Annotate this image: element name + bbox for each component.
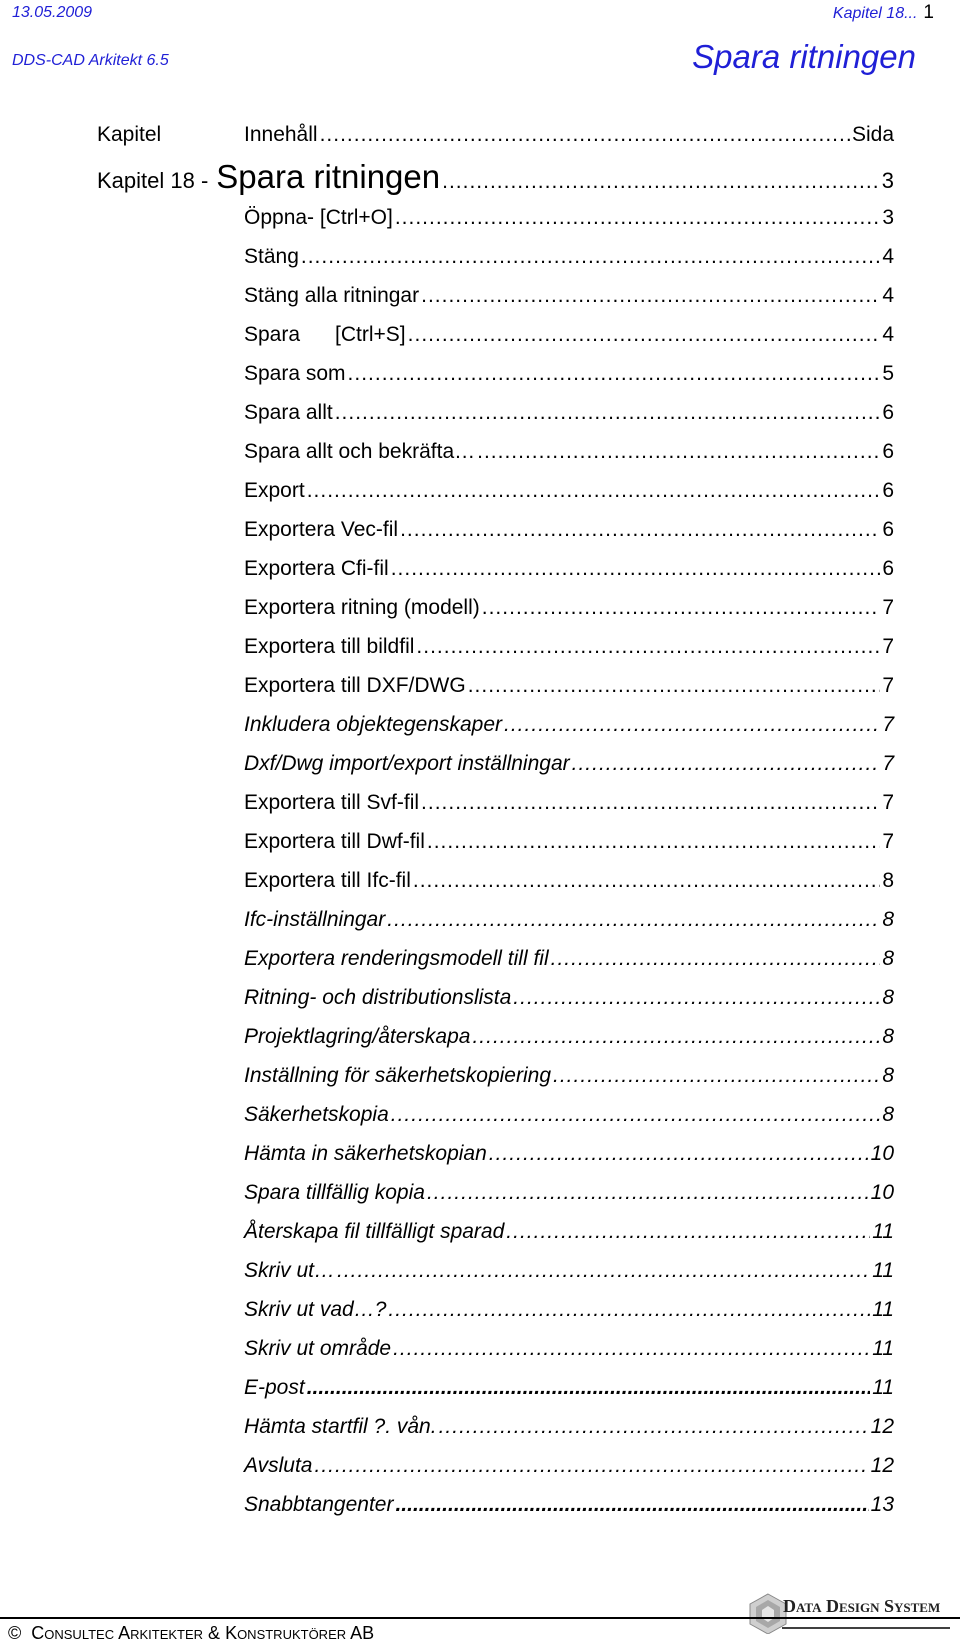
toc-chapter-row[interactable] [97,158,894,196]
toc-leader-dots [468,674,881,698]
toc-item-page: 10 [870,1142,894,1165]
header-chapter-ref [833,2,934,24]
toc-item-label: Öppna- [Ctrl+O] [244,206,393,229]
toc-item-page: 12 [870,1415,894,1438]
page-title: Spara ritningen [692,38,916,75]
toc-leader-dots [391,1103,881,1127]
toc-column-chapter: Kapitel [97,123,162,146]
toc-column-header [244,123,894,147]
header-date: 13.05.2009 [12,4,93,21]
toc-item[interactable] [244,245,894,284]
toc-item-label: Ritning- och distributionslista [244,986,512,1009]
toc-leader-dots [427,830,880,854]
toc-item-label: Ifc-inställningar [244,908,386,931]
toc-item-label: Skriv ut… [244,1259,336,1282]
toc-leader-dots [388,1298,870,1322]
toc-leader-dots [504,713,880,737]
toc-item-page: 4 [882,323,894,346]
toc-column-page: Sida [851,123,894,146]
toc-item-page: 6 [882,479,894,502]
toc-item[interactable] [244,1454,894,1493]
toc-item[interactable] [244,557,894,596]
toc-item[interactable] [244,1103,894,1142]
toc-leader-dots [513,986,880,1010]
toc-chapter-page: 3 [881,168,894,193]
toc-item-label: Spara allt [244,401,333,424]
toc-item-label: Exportera till DXF/DWG [244,674,466,697]
toc-item-label: Exportera till Ifc-fil [244,869,411,892]
toc-item-page: 8 [882,1025,894,1048]
header-page-number: 1 [923,2,934,23]
toc-column-contents: Innehåll [244,123,318,146]
toc-leader-dots [301,245,880,269]
toc-item[interactable] [244,1298,894,1337]
toc-leader-dots [307,479,881,503]
toc-item-page: 7 [882,752,894,775]
toc-leader-dots [395,1493,868,1517]
toc-item[interactable] [244,635,894,674]
toc-item-label: Snabbtangenter [244,1493,394,1516]
toc-item[interactable] [244,362,894,401]
toc-item-label: Exportera ritning (modell) [244,596,480,619]
toc-leader-dots [572,752,881,776]
toc-leader-dots [391,557,881,581]
toc-leader-dots [427,1181,869,1205]
toc-item[interactable] [244,1181,894,1220]
toc-item-page: 8 [882,908,894,931]
toc-item-page: 11 [872,1220,894,1243]
toc-item-page: 6 [882,401,894,424]
toc-item-label: Dxf/Dwg import/export inställningar [244,752,570,775]
toc-leader-dots [320,123,850,147]
logo-mark [750,1594,786,1634]
toc-item-page: 6 [882,557,894,580]
toc-leader-dots [348,362,881,386]
toc-item-label: Hämta in säkerhetskopian [244,1142,487,1165]
toc-chapter-title: Spara ritningen [216,158,441,195]
toc-item[interactable] [244,1259,894,1298]
toc-item-page: 8 [882,947,894,970]
toc-leader-dots [439,1415,869,1439]
toc-leader-dots [477,440,880,464]
toc-leader-dots [506,1220,870,1244]
toc-item[interactable] [244,440,894,479]
toc-item[interactable] [244,1337,894,1376]
toc-item[interactable] [244,323,894,362]
copyright-symbol: © [8,1623,22,1643]
toc-item-page: 4 [882,284,894,307]
toc-leader-dots [551,947,881,971]
toc-item[interactable] [244,479,894,518]
toc-leader-dots [335,401,881,425]
toc-item-label: Exportera Vec-fil [244,518,399,541]
toc-item[interactable] [244,908,894,947]
toc-leader-dots [442,170,880,194]
toc-item-label: Exportera till Svf-fil [244,791,420,814]
toc-item[interactable] [244,518,894,557]
toc-leader-dots [472,1025,880,1049]
toc-item-label: Exportera till Dwf-fil [244,830,425,853]
toc-item[interactable] [244,1415,894,1454]
toc-item-page: 4 [882,245,894,268]
toc-item-page: 6 [882,518,894,541]
toc-item[interactable] [244,1376,894,1415]
toc-item[interactable] [244,284,894,323]
toc-item-page: 12 [870,1454,894,1477]
toc-leader-dots [553,1064,880,1088]
toc-item[interactable] [244,596,894,635]
toc-item-label: Skriv ut vad…? [244,1298,387,1321]
toc-item-label: Stäng alla ritningar [244,284,420,307]
toc-chapter-prefix: Kapitel 18 - [97,168,209,193]
toc-leader-dots [421,791,880,815]
toc-item-label: Spara som [244,362,346,385]
toc-leader-dots [387,908,880,932]
toc-item-page: 6 [882,440,894,463]
toc-item-label: Säkerhetskopia [244,1103,389,1126]
toc-item-page: 7 [882,635,894,658]
toc-leader-dots [395,206,881,230]
toc-leader-dots [307,1376,870,1400]
toc-item-label: Återskapa fil tillfälligt sparad [244,1220,505,1243]
toc-item[interactable] [244,401,894,440]
toc-item-page: 3 [882,206,894,229]
toc-item[interactable] [244,986,894,1025]
toc-item-page: 7 [882,830,894,853]
toc-item-page: 8 [882,1064,894,1087]
toc-item-label: Exportera renderingsmodell till fil [244,947,549,970]
toc-item[interactable] [244,1142,894,1181]
toc-item-page: 11 [872,1337,894,1360]
toc-leader-dots [482,596,881,620]
toc-item-page: 13 [870,1493,894,1516]
toc-item-page: 11 [872,1376,894,1399]
toc-item[interactable] [244,752,894,791]
toc-item-label: Inställning för säkerhetskopiering [244,1064,552,1087]
toc-item-page: 8 [882,1103,894,1126]
toc-item-page: 7 [882,713,894,736]
toc-leader-dots [421,284,880,308]
toc-item[interactable] [244,869,894,908]
toc-item-label: E-post [244,1376,305,1399]
toc-item-label: Spara [Ctrl+S] [244,323,406,346]
toc-item-page: 11 [872,1298,894,1321]
toc-item-label: Skriv ut område [244,1337,392,1360]
toc-list [244,206,894,1532]
toc-item-page: 8 [882,869,894,892]
toc-leader-dots [393,1337,870,1361]
toc-leader-dots [315,1454,869,1478]
toc-leader-dots [400,518,880,542]
header-product: DDS-CAD Arkitekt 6.5 [12,52,169,69]
toc-item[interactable] [244,206,894,245]
toc-leader-dots [489,1142,869,1166]
toc-item[interactable] [244,713,894,752]
toc-leader-dots [413,869,880,893]
toc-item-page: 7 [882,596,894,619]
toc-item[interactable] [244,674,894,713]
toc-item-label: Projektlagring/återskapa [244,1025,471,1048]
toc-item[interactable] [244,947,894,986]
toc-item-page: 8 [882,986,894,1009]
toc-item-label: Stäng [244,245,299,268]
logo-text: Data Design System [783,1596,941,1616]
toc-item[interactable] [244,1025,894,1064]
toc-item[interactable] [244,1064,894,1103]
toc-leader-dots [408,323,881,347]
toc-item-label: Exportera Cfi-fil [244,557,389,580]
toc-leader-dots [416,635,880,659]
toc-item[interactable] [244,791,894,830]
toc-item-page: 7 [882,791,894,814]
toc-item-page: 5 [882,362,894,385]
toc-item-label: Inkludera objektegenskaper [244,713,503,736]
toc-item[interactable] [244,1493,894,1532]
toc-item-page: 10 [870,1181,894,1204]
toc-item-page: 11 [872,1259,894,1282]
toc-item-label: Spara allt och bekräfta… [244,440,476,463]
toc-item[interactable] [244,830,894,869]
toc-item-label: Export [244,479,305,502]
toc-item-label: Spara tillfällig kopia [244,1181,425,1204]
footer-divider [0,1617,960,1619]
toc-item[interactable] [244,1220,894,1259]
toc-item-page: 7 [882,674,894,697]
toc-item-label: Avsluta [244,1454,313,1477]
toc-leader-dots [337,1259,870,1283]
header-chapter-ref-text: Kapitel 18... [832,5,918,22]
footer-company-name: Consultec Arkitekter & Konstruktörer AB [31,1623,375,1643]
toc-item-label: Exportera till bildfil [244,635,415,658]
toc-item-label: Hämta startfil ?. vån. [244,1415,437,1438]
footer-company [8,1623,374,1644]
